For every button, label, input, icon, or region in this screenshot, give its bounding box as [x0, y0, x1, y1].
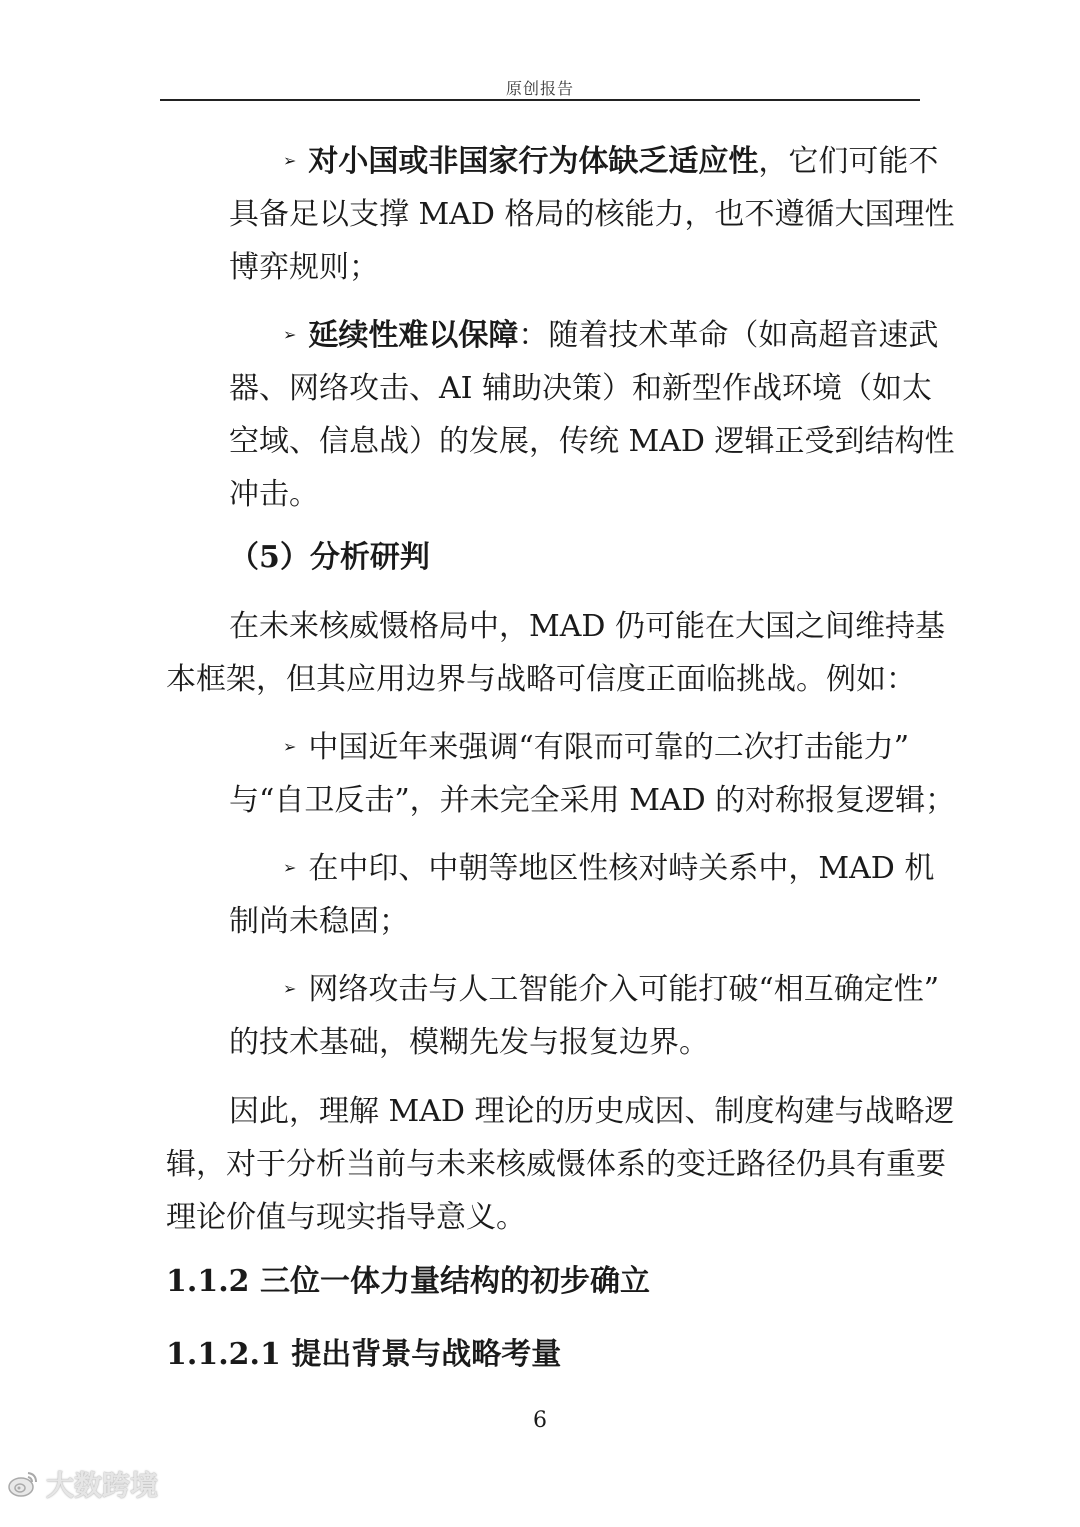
- section-heading-5: （5）分析研判: [229, 540, 430, 575]
- bullet-item-1-bold: 对小国或非国家行为体缺乏适应性: [308, 144, 759, 179]
- conclusion-line-2: 辑，对于分析当前与未来核威慑体系的变迁路径仍具有重要: [166, 1147, 946, 1182]
- bullet-item-4-line-2: 制尚未稳固；: [229, 904, 409, 939]
- section5-paragraph-line-1: 在未来核威慑格局中，MAD 仍可能在大国之间维持基: [229, 609, 945, 644]
- bullet-arrow-icon: ➢: [283, 979, 297, 998]
- bullet-item-1-line-3: 博弈规则；: [229, 250, 379, 285]
- bullet-arrow-icon: ➢: [283, 737, 297, 756]
- watermark-text: 大数跨境: [46, 1469, 159, 1502]
- header-rule: [160, 99, 920, 101]
- bullet-item-3-line-1: [283, 728, 909, 768]
- conclusion-line-3: 理论价值与现实指导意义。: [166, 1200, 526, 1235]
- bullet-item-3-line-2: 与“自卫反击”，并未完全采用 MAD 的对称报复逻辑；: [229, 783, 956, 818]
- running-header: 原创报告: [505, 79, 574, 98]
- bullet-item-4-line-1: [283, 849, 934, 889]
- bullet-item-1-line-2: 具备足以支撑 MAD 格局的核能力，也不遵循大国理性: [229, 197, 955, 232]
- bullet-item-2-line-1: [283, 316, 938, 356]
- bullet-arrow-icon: ➢: [283, 325, 297, 344]
- bullet-arrow-icon: ➢: [283, 151, 297, 170]
- bullet-item-3-text: 中国近年来强调“有限而可靠的二次打击能力”: [308, 730, 910, 765]
- bullet-item-2-line-4: 冲击。: [229, 477, 319, 512]
- bullet-item-4-text: 在中印、中朝等地区性核对峙关系中，MAD 机: [308, 851, 935, 886]
- subsection-heading-1-1-2-1: 1.1.2.1 提出背景与战略考量: [166, 1337, 562, 1372]
- bullet-item-2-line-3: 空域、信息战）的发展，传统 MAD 逻辑正受到结构性: [229, 424, 955, 459]
- bullet-item-2-line-2: 器、网络攻击、AI 辅助决策）和新型作战环境（如太: [229, 371, 933, 406]
- bullet-item-2-rest: ：随着技术革命（如高超音速武: [518, 318, 939, 353]
- bullet-item-5-line-2: 的技术基础，模糊先发与报复边界。: [229, 1025, 709, 1060]
- bullet-item-5-text: 网络攻击与人工智能介入可能打破“相互确定性”: [308, 972, 940, 1007]
- bullet-item-5-line-1: [283, 970, 939, 1010]
- watermark: [6, 1464, 158, 1504]
- bullet-item-1-line-1: [283, 142, 938, 182]
- conclusion-line-1: 因此，理解 MAD 理论的历史成因、制度构建与战略逻: [229, 1094, 955, 1129]
- subsection-heading-1-1-2: 1.1.2 三位一体力量结构的初步确立: [166, 1264, 650, 1299]
- bullet-item-1-rest: ，它们可能不: [758, 144, 939, 179]
- page-number: 6: [533, 1408, 547, 1433]
- weibo-logo-icon: [6, 1467, 40, 1501]
- bullet-arrow-icon: ➢: [283, 858, 297, 877]
- section5-paragraph-line-2: 本框架，但其应用边界与战略可信度正面临挑战。例如：: [166, 662, 916, 697]
- bullet-item-2-bold: 延续性难以保障: [308, 318, 519, 353]
